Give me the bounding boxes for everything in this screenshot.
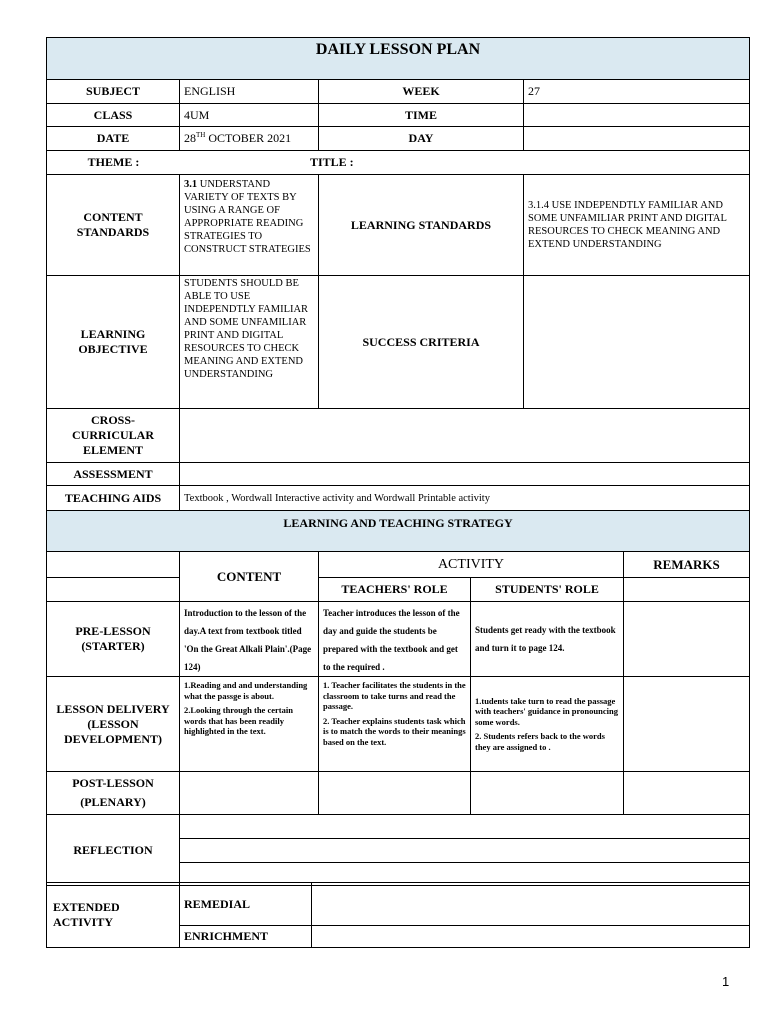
reflection-line-2 <box>180 839 750 863</box>
lesson-delivery-content <box>180 677 319 772</box>
enrichment-label: ENRICHMENT <box>180 926 312 948</box>
date-month-year: OCTOBER 2021 <box>205 131 292 145</box>
remedial-value <box>312 883 750 926</box>
delivery-teacher-point-1: 1. Teacher facilitates the students in the classroom to take turns and read the passage. <box>323 680 466 711</box>
cross-curricular-value <box>180 409 750 463</box>
pre-lesson-content: Introduction to the lesson of the day.A text from textbook titled 'On the Great Alkali Plain'.(Page 124) <box>180 602 319 677</box>
class-value: 4UM <box>180 104 319 127</box>
lesson-delivery-label <box>47 677 180 772</box>
week-label: WEEK <box>319 80 524 104</box>
delivery-student-point-2: 2. Students refers back to the words they are assigned to . <box>475 731 605 752</box>
class-label: CLASS <box>47 104 180 127</box>
page-title: DAILY LESSON PLAN <box>47 38 750 80</box>
learning-standards-label: LEARNING STANDARDS <box>319 175 524 276</box>
content-standards-label: CONTENT STANDARDS <box>47 175 180 276</box>
date-value <box>180 127 319 151</box>
lesson-delivery-teacher-role <box>319 677 471 772</box>
date-label: DATE <box>47 127 180 151</box>
pre-lesson-label <box>47 602 180 677</box>
reflection-line-1 <box>180 815 750 839</box>
time-label: TIME <box>319 104 524 127</box>
theme-title-row <box>47 151 750 175</box>
header-blank-cell <box>47 578 180 602</box>
success-criteria-value <box>524 276 750 409</box>
day-value <box>524 127 750 151</box>
remarks-header: REMARKS <box>624 552 750 578</box>
learning-objective-label: LEARNING OBJECTIVE <box>47 276 180 409</box>
delivery-content-point-2: 2.Looking through the certain words that has been readily highlighted in the text. <box>184 705 293 736</box>
delivery-student-point-1: 1.tudents take turn to read the passage with teachers' guidance in pronouncing some words. <box>475 695 618 727</box>
lesson-delivery-student-role <box>471 677 624 772</box>
page-number: 1 <box>722 974 730 989</box>
post-lesson-label-line2: (PLENARY) <box>80 795 146 809</box>
remarks-blank-cell <box>624 578 750 602</box>
pre-lesson-student-role: Students get ready with the textbook and turn it to page 124. <box>471 602 624 677</box>
learning-standards-value: 3.1.4 USE INDEPENDTLY FAMILIAR AND SOME UNFAMILIAR PRINT AND DIGITAL RESOURCES TO CHECK MEANING AND EXTEND UNDERSTANDING <box>524 175 750 276</box>
theme-label: THEME : <box>87 155 140 169</box>
lesson-delivery-remarks <box>624 677 750 772</box>
header-blank-cell <box>47 552 180 578</box>
date-day: 28 <box>184 131 196 145</box>
activity-header: ACTIVITY <box>319 552 624 578</box>
day-label: DAY <box>319 127 524 151</box>
lesson-delivery-label-line2: (LESSON DEVELOPMENT) <box>63 716 162 746</box>
strategy-header: LEARNING AND TEACHING STRATEGY <box>47 511 750 552</box>
teaching-aids-value: Textbook , Wordwall Interactive activity and Wordwall Printable activity <box>180 486 750 511</box>
assessment-value <box>180 463 750 486</box>
time-value <box>524 104 750 127</box>
title-label: TITLE : <box>310 155 354 169</box>
content-standards-value <box>180 175 319 276</box>
date-suffix: TH <box>196 131 206 139</box>
teachers-role-header: TEACHERS' ROLE <box>319 578 471 602</box>
content-standards-number: 3.1 <box>184 179 198 190</box>
post-lesson-label <box>47 772 180 815</box>
subject-value: ENGLISH <box>180 80 319 104</box>
lesson-plan-table <box>46 37 750 886</box>
post-lesson-remarks <box>624 772 750 815</box>
content-header: CONTENT <box>180 552 319 602</box>
lesson-delivery-label-line1: LESSON DELIVERY <box>56 701 170 716</box>
students-role-header: STUDENTS' ROLE <box>471 578 624 602</box>
delivery-content-point-1: 1.Reading and and understanding what the passge is about. <box>184 680 308 701</box>
post-lesson-content <box>180 772 319 815</box>
pre-lesson-remarks <box>624 602 750 677</box>
pre-lesson-teacher-role: Teacher introduces the lesson of the day and guide the students be prepared with the textbook and get to the required . <box>319 602 471 677</box>
pre-lesson-label-line1: PRE-LESSON <box>75 624 151 638</box>
remedial-label: REMEDIAL <box>180 883 312 926</box>
reflection-label: REFLECTION <box>47 815 180 886</box>
delivery-teacher-point-2: 2. Teacher explains students task which is to match the words to their meanings based on the text. <box>323 715 466 747</box>
assessment-label: ASSESSMENT <box>47 463 180 486</box>
post-lesson-teacher-role <box>319 772 471 815</box>
week-value: 27 <box>524 80 750 104</box>
post-lesson-label-line1: POST-LESSON <box>72 776 154 790</box>
pre-lesson-label-line2: (STARTER) <box>81 639 145 653</box>
content-standards-text: UNDERSTAND VARIETY OF TEXTS BY USING A RANGE OF APPROPRIATE READING STRATEGIES TO CONSTRUCT STRATEGIES <box>184 179 311 255</box>
post-lesson-student-role <box>471 772 624 815</box>
success-criteria-label: SUCCESS CRITERIA <box>319 276 524 409</box>
learning-objective-value: STUDENTS SHOULD BE ABLE TO USE INDEPENDTLY FAMILIAR AND SOME UNFAMILIAR PRINT AND DIGITAL RESOURCES TO CHECK MEANING AND EXTEND UNDERSTANDING <box>180 276 319 409</box>
extended-activity-label: EXTENDED ACTIVITY <box>47 883 180 948</box>
teaching-aids-label: TEACHING AIDS <box>47 486 180 511</box>
enrichment-value <box>312 926 750 948</box>
extended-activity-table <box>46 882 750 948</box>
cross-curricular-label: CROSS-CURRICULAR ELEMENT <box>47 409 180 463</box>
subject-label: SUBJECT <box>47 80 180 104</box>
